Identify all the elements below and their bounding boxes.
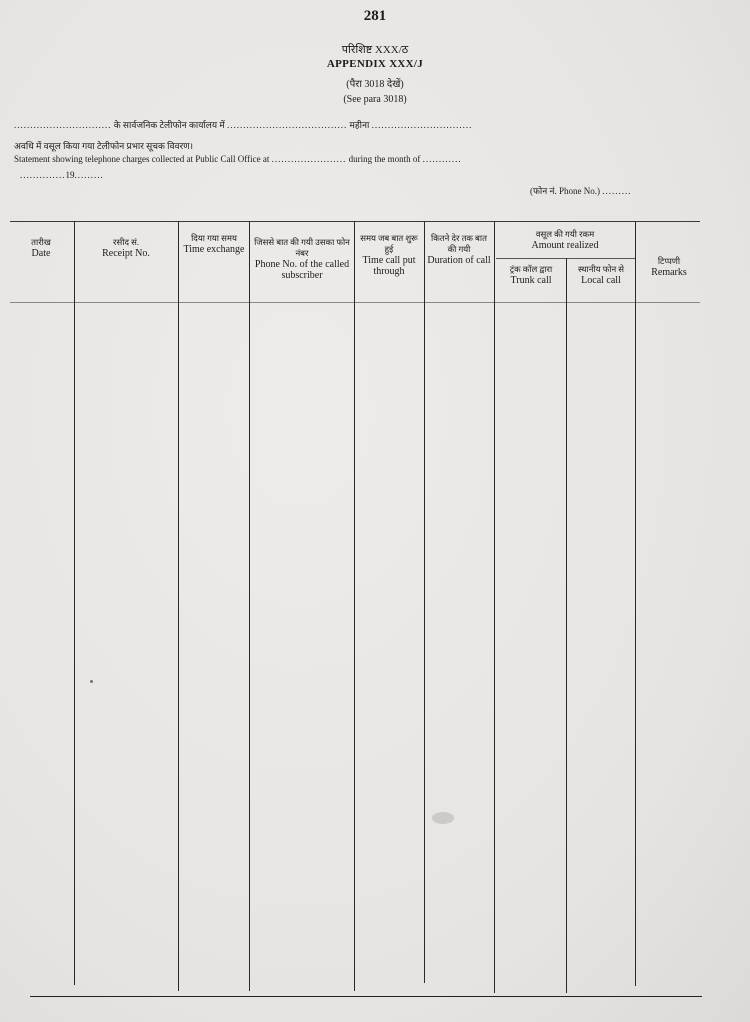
col-header-date-hindi: तारीख <box>31 237 51 247</box>
col-header-duration-hindi: कितने देर तक बात की गयी <box>431 233 487 254</box>
office-line: .............................. के सार्वजनिक टेलीफोन कार्यालय में ..................................... महीना ............................... <box>14 120 473 130</box>
year-label: 19 <box>65 170 75 180</box>
statement-text: Statement showing telephone charges collected at Public Call Office at <box>14 154 270 164</box>
col-header-time-exchange-english: Time exchange <box>183 244 245 255</box>
page-number: 281 <box>363 8 387 24</box>
col-header-local-call-english: Local call <box>581 275 621 286</box>
col-header-receipt-hindi: रसीद सं. <box>113 237 139 247</box>
col-header-date-english: Date <box>31 248 51 259</box>
paper-smudge <box>432 812 454 824</box>
col-header-receipt-english: Receipt No. <box>102 248 150 259</box>
appendix-title-hindi: परिशिष्ट XXX/ठ <box>341 44 409 56</box>
col-header-trunk-call-english: Trunk call <box>510 275 552 286</box>
col-header-amount-hindi: वसूल की गयी रकम <box>535 229 595 239</box>
column-divider <box>635 221 636 986</box>
column-divider <box>178 221 179 991</box>
column-divider <box>494 221 495 993</box>
month-label-hindi: महीना <box>349 120 370 130</box>
col-header-time-put <box>356 233 422 277</box>
col-header-date <box>10 237 72 259</box>
col-header-local-call-hindi: स्थानीय फोन से <box>577 264 625 274</box>
statement-line: Statement showing telephone charges collected at Public Call Office at ....................... during the month of ............ <box>14 154 462 164</box>
office-line-text: के सार्वजनिक टेलीफोन कार्यालय में <box>113 120 225 130</box>
statement-line-hindi: अवधि में वसूल किया गया टेलीफोन प्रभार सूचक विवरण। <box>14 141 194 151</box>
column-divider <box>249 221 250 991</box>
ink-speck <box>90 680 93 683</box>
col-header-duration <box>426 233 492 266</box>
column-divider <box>424 221 425 983</box>
column-divider <box>74 221 75 985</box>
col-header-local-call <box>567 264 635 286</box>
para-reference-hindi: (पैरा 3018 देखें) <box>346 79 404 90</box>
year-line: ..............19......... <box>20 170 104 180</box>
column-divider <box>566 258 567 993</box>
col-header-trunk-call-hindi: ट्रंक कॉल द्वारा <box>509 264 553 274</box>
col-header-time-exchange <box>182 233 246 255</box>
col-header-time-put-english: Time call put through <box>362 255 416 277</box>
phone-number-line: (फोन नं. Phone No.) ......... <box>530 186 632 196</box>
during-month-text: during the month of <box>348 154 421 164</box>
table-top-rule <box>10 221 700 222</box>
para-reference: (See para 3018) <box>343 94 407 105</box>
col-header-phone-called-english: Phone No. of the called subscriber <box>254 259 350 281</box>
col-header-phone-called-hindi: जिससे बात की गयी उसका फोन नंबर <box>254 237 350 258</box>
col-header-time-exchange-hindi: दिया गया समय <box>191 233 237 243</box>
phone-number-label: (फोन नं. Phone No.) <box>530 186 601 196</box>
col-header-time-put-hindi: समय जब बात शुरू हुई <box>360 233 418 254</box>
appendix-title: APPENDIX XXX/J <box>326 58 424 70</box>
col-header-trunk-call <box>496 264 566 286</box>
col-header-receipt <box>76 237 176 259</box>
col-header-amount-english: Amount realized <box>531 240 599 251</box>
table-bottom-rule <box>30 996 702 997</box>
col-header-amount <box>496 229 634 251</box>
col-header-phone-called <box>252 237 352 281</box>
col-header-duration-english: Duration of call <box>427 255 491 266</box>
header-bottom-rule <box>10 302 700 303</box>
col-header-remarks-hindi: टिप्पणी <box>657 256 681 266</box>
col-header-remarks <box>637 256 701 278</box>
col-header-remarks-english: Remarks <box>651 267 687 278</box>
column-divider <box>354 221 355 991</box>
